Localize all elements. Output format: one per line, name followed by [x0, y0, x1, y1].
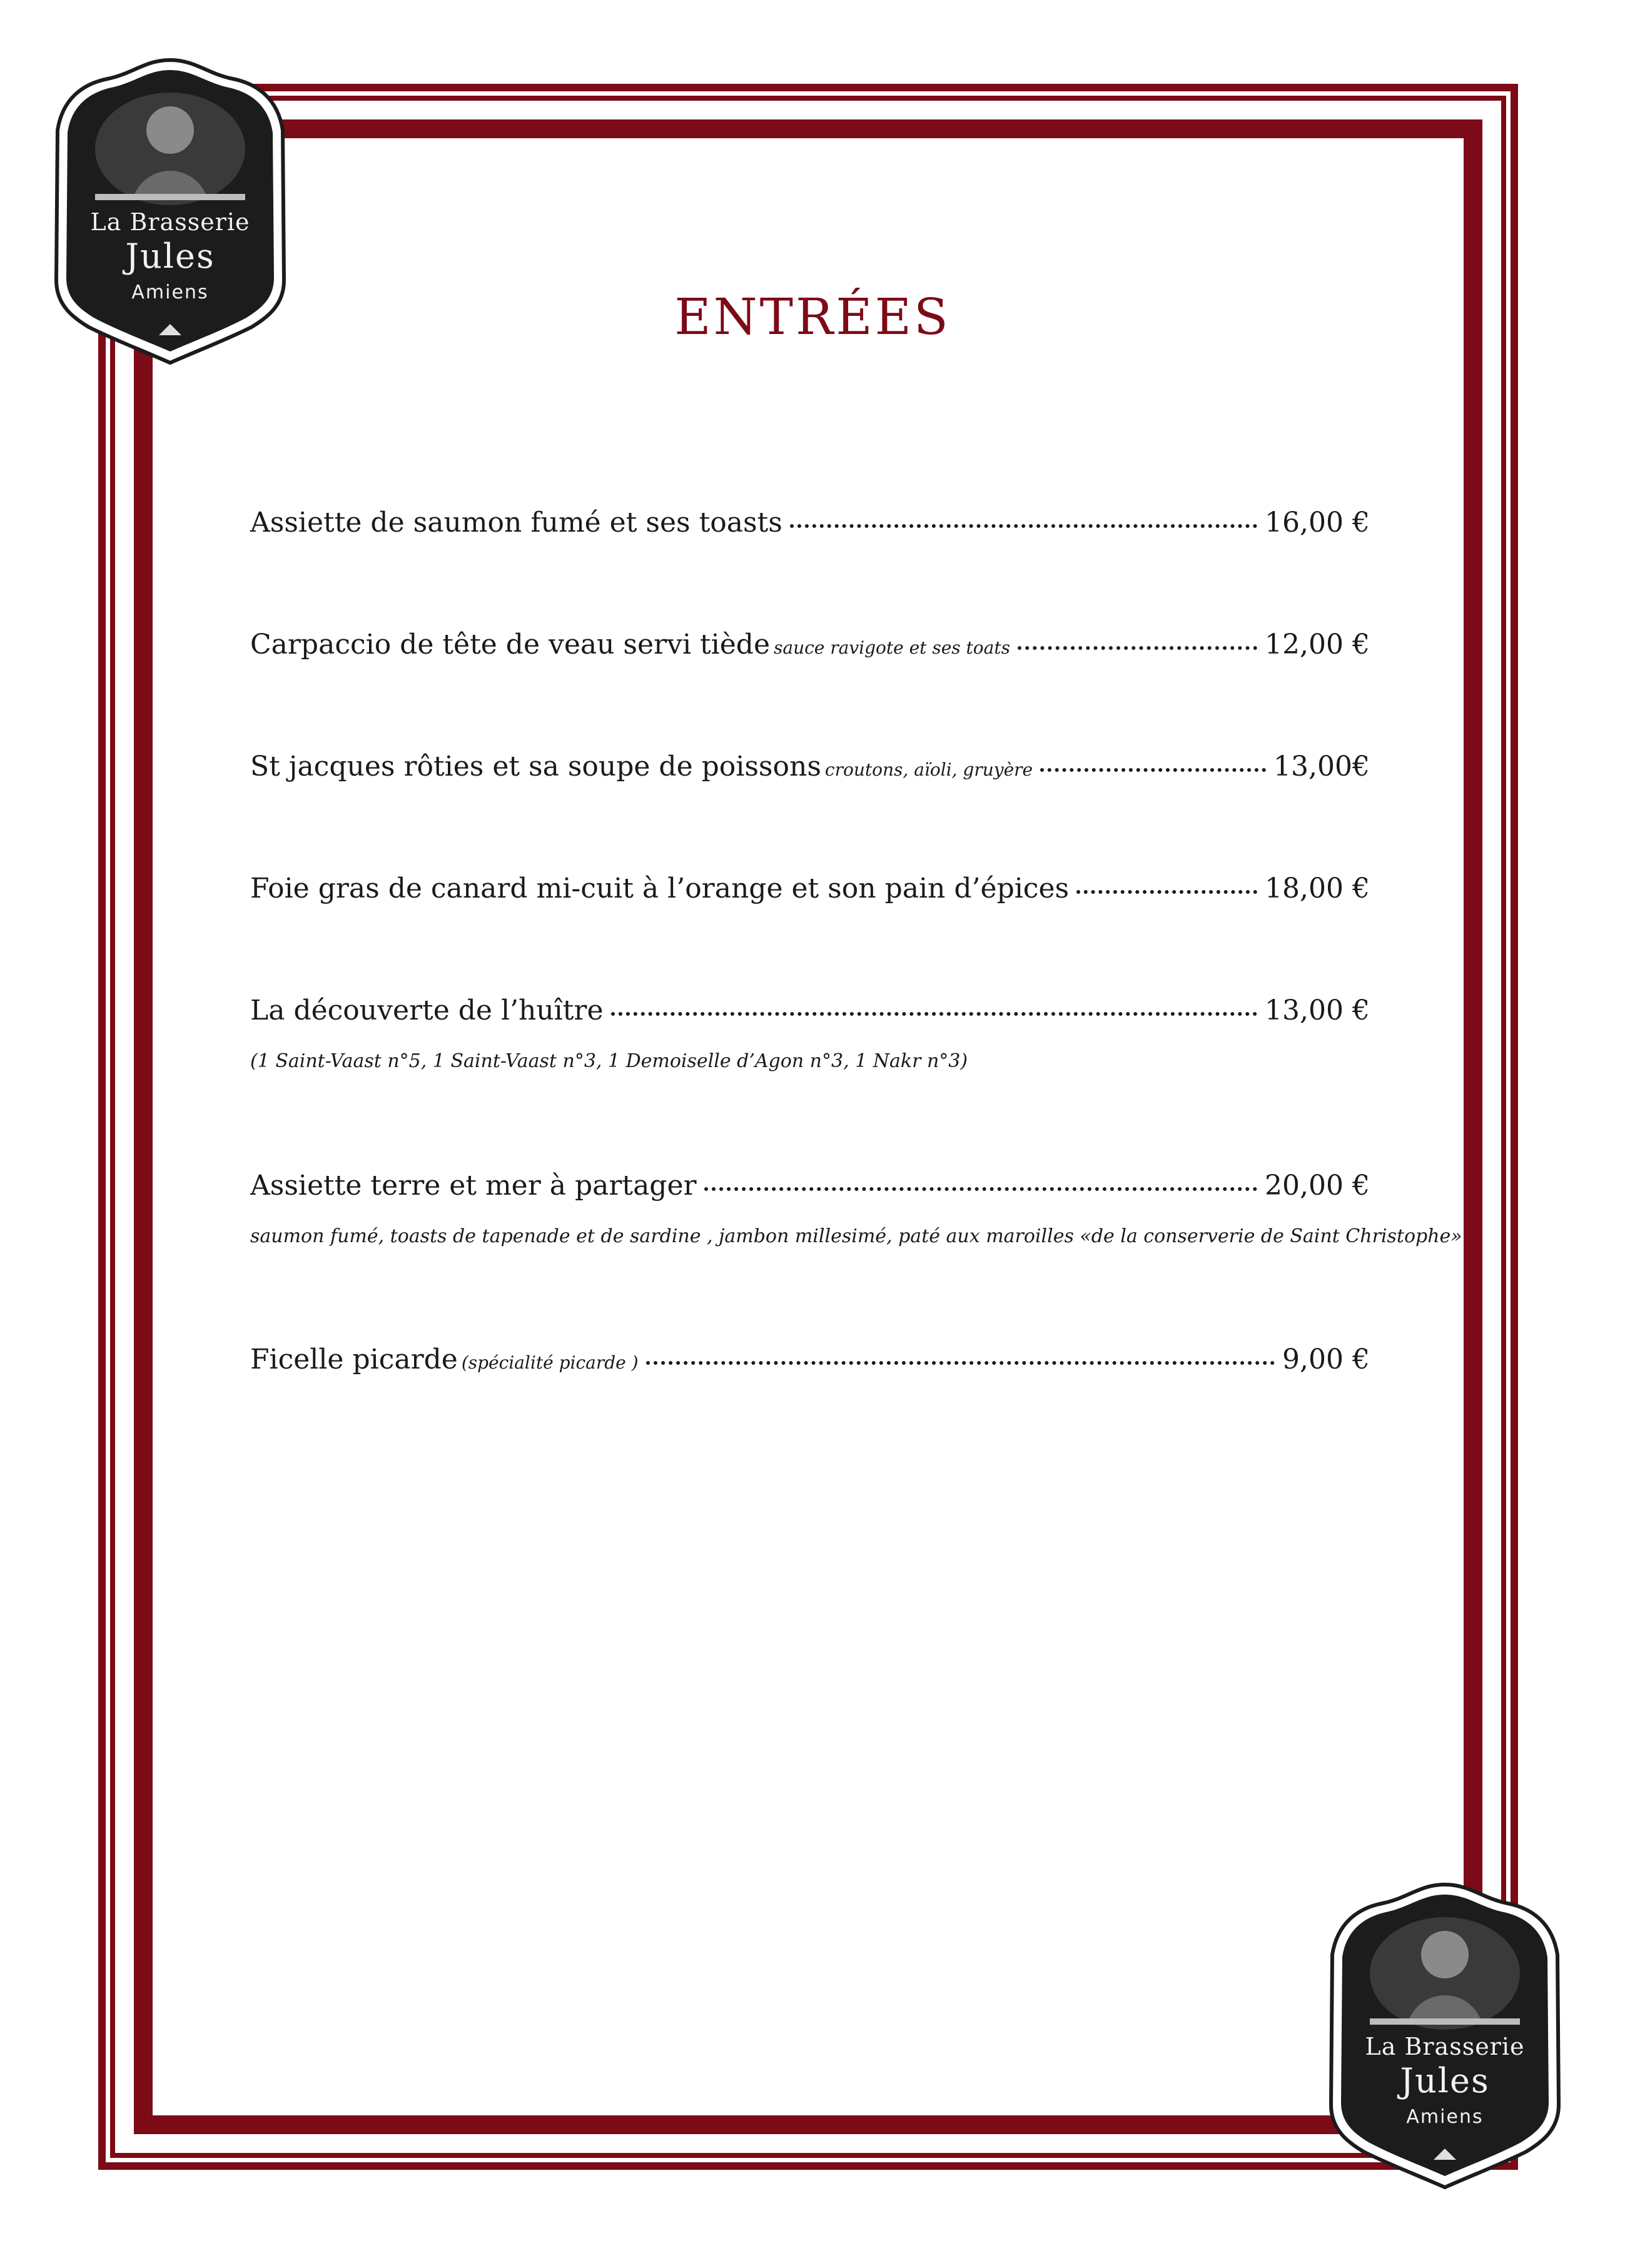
brand-logo-bottom — [1326, 1880, 1564, 2192]
item-note: sauce ravigote et ses toats — [774, 637, 1010, 658]
page-area — [153, 138, 1464, 2115]
badge-brand-name: Jules — [1400, 2061, 1490, 2100]
leader-dots — [1018, 646, 1257, 650]
leader-dots — [790, 524, 1257, 528]
menu-item — [250, 873, 1370, 904]
item-name: Foie gras de canard mi-cuit à l’orange et son pain d’épices — [250, 873, 1070, 904]
page-title: ENTRÉES — [674, 288, 951, 346]
item-note: croutons, aïoli, gruyère — [824, 759, 1033, 780]
leader-dots — [704, 1187, 1258, 1191]
badge-brand-name: Jules — [125, 236, 215, 276]
item-description: (1 Saint-Vaast n°5, 1 Saint-Vaast n°3, 1 Demoiselle d’Agon n°3, 1 Nakr n°3) — [250, 1050, 968, 1072]
item-name: Assiette terre et mer à partager — [250, 1170, 697, 1202]
item-price: 13,00€ — [1273, 751, 1370, 782]
item-price: 20,00 € — [1265, 1170, 1370, 1202]
menu-item — [250, 1170, 1462, 1247]
item-price: 12,00 € — [1265, 629, 1370, 661]
item-name: St jacques rôties et sa soupe de poissons — [250, 751, 821, 782]
menu-item — [250, 629, 1370, 661]
badge-brand-la: La Brasserie — [90, 208, 250, 236]
item-price: 9,00 € — [1282, 1344, 1370, 1375]
leader-dots — [611, 1012, 1258, 1016]
leader-dots — [1040, 768, 1266, 772]
item-name: Carpaccio de tête de veau servi tiède — [250, 629, 770, 661]
menu-item — [250, 1344, 1370, 1375]
menu-item — [250, 995, 1370, 1072]
item-price: 16,00 € — [1265, 507, 1370, 539]
menu-item — [250, 751, 1370, 782]
item-note: (spécialité picarde ) — [461, 1352, 639, 1373]
badge-city: Amiens — [1406, 2106, 1484, 2128]
item-name: Assiette de saumon fumé et ses toasts — [250, 507, 782, 539]
item-description: saumon fumé, toasts de tapenade et de sardine , jambon millesimé, paté aux maroilles «de la conserverie de Saint Christophe» — [250, 1225, 1462, 1247]
leader-dots — [646, 1361, 1275, 1365]
badge-brand-la: La Brasserie — [1365, 2033, 1525, 2060]
menu-item — [250, 507, 1370, 539]
item-price: 13,00 € — [1265, 995, 1370, 1026]
item-name: La découverte de l’huître — [250, 995, 604, 1026]
item-name: Ficelle picarde — [250, 1344, 458, 1375]
badge-city: Amiens — [131, 281, 209, 303]
item-price: 18,00 € — [1265, 873, 1370, 904]
leader-dots — [1076, 890, 1257, 894]
